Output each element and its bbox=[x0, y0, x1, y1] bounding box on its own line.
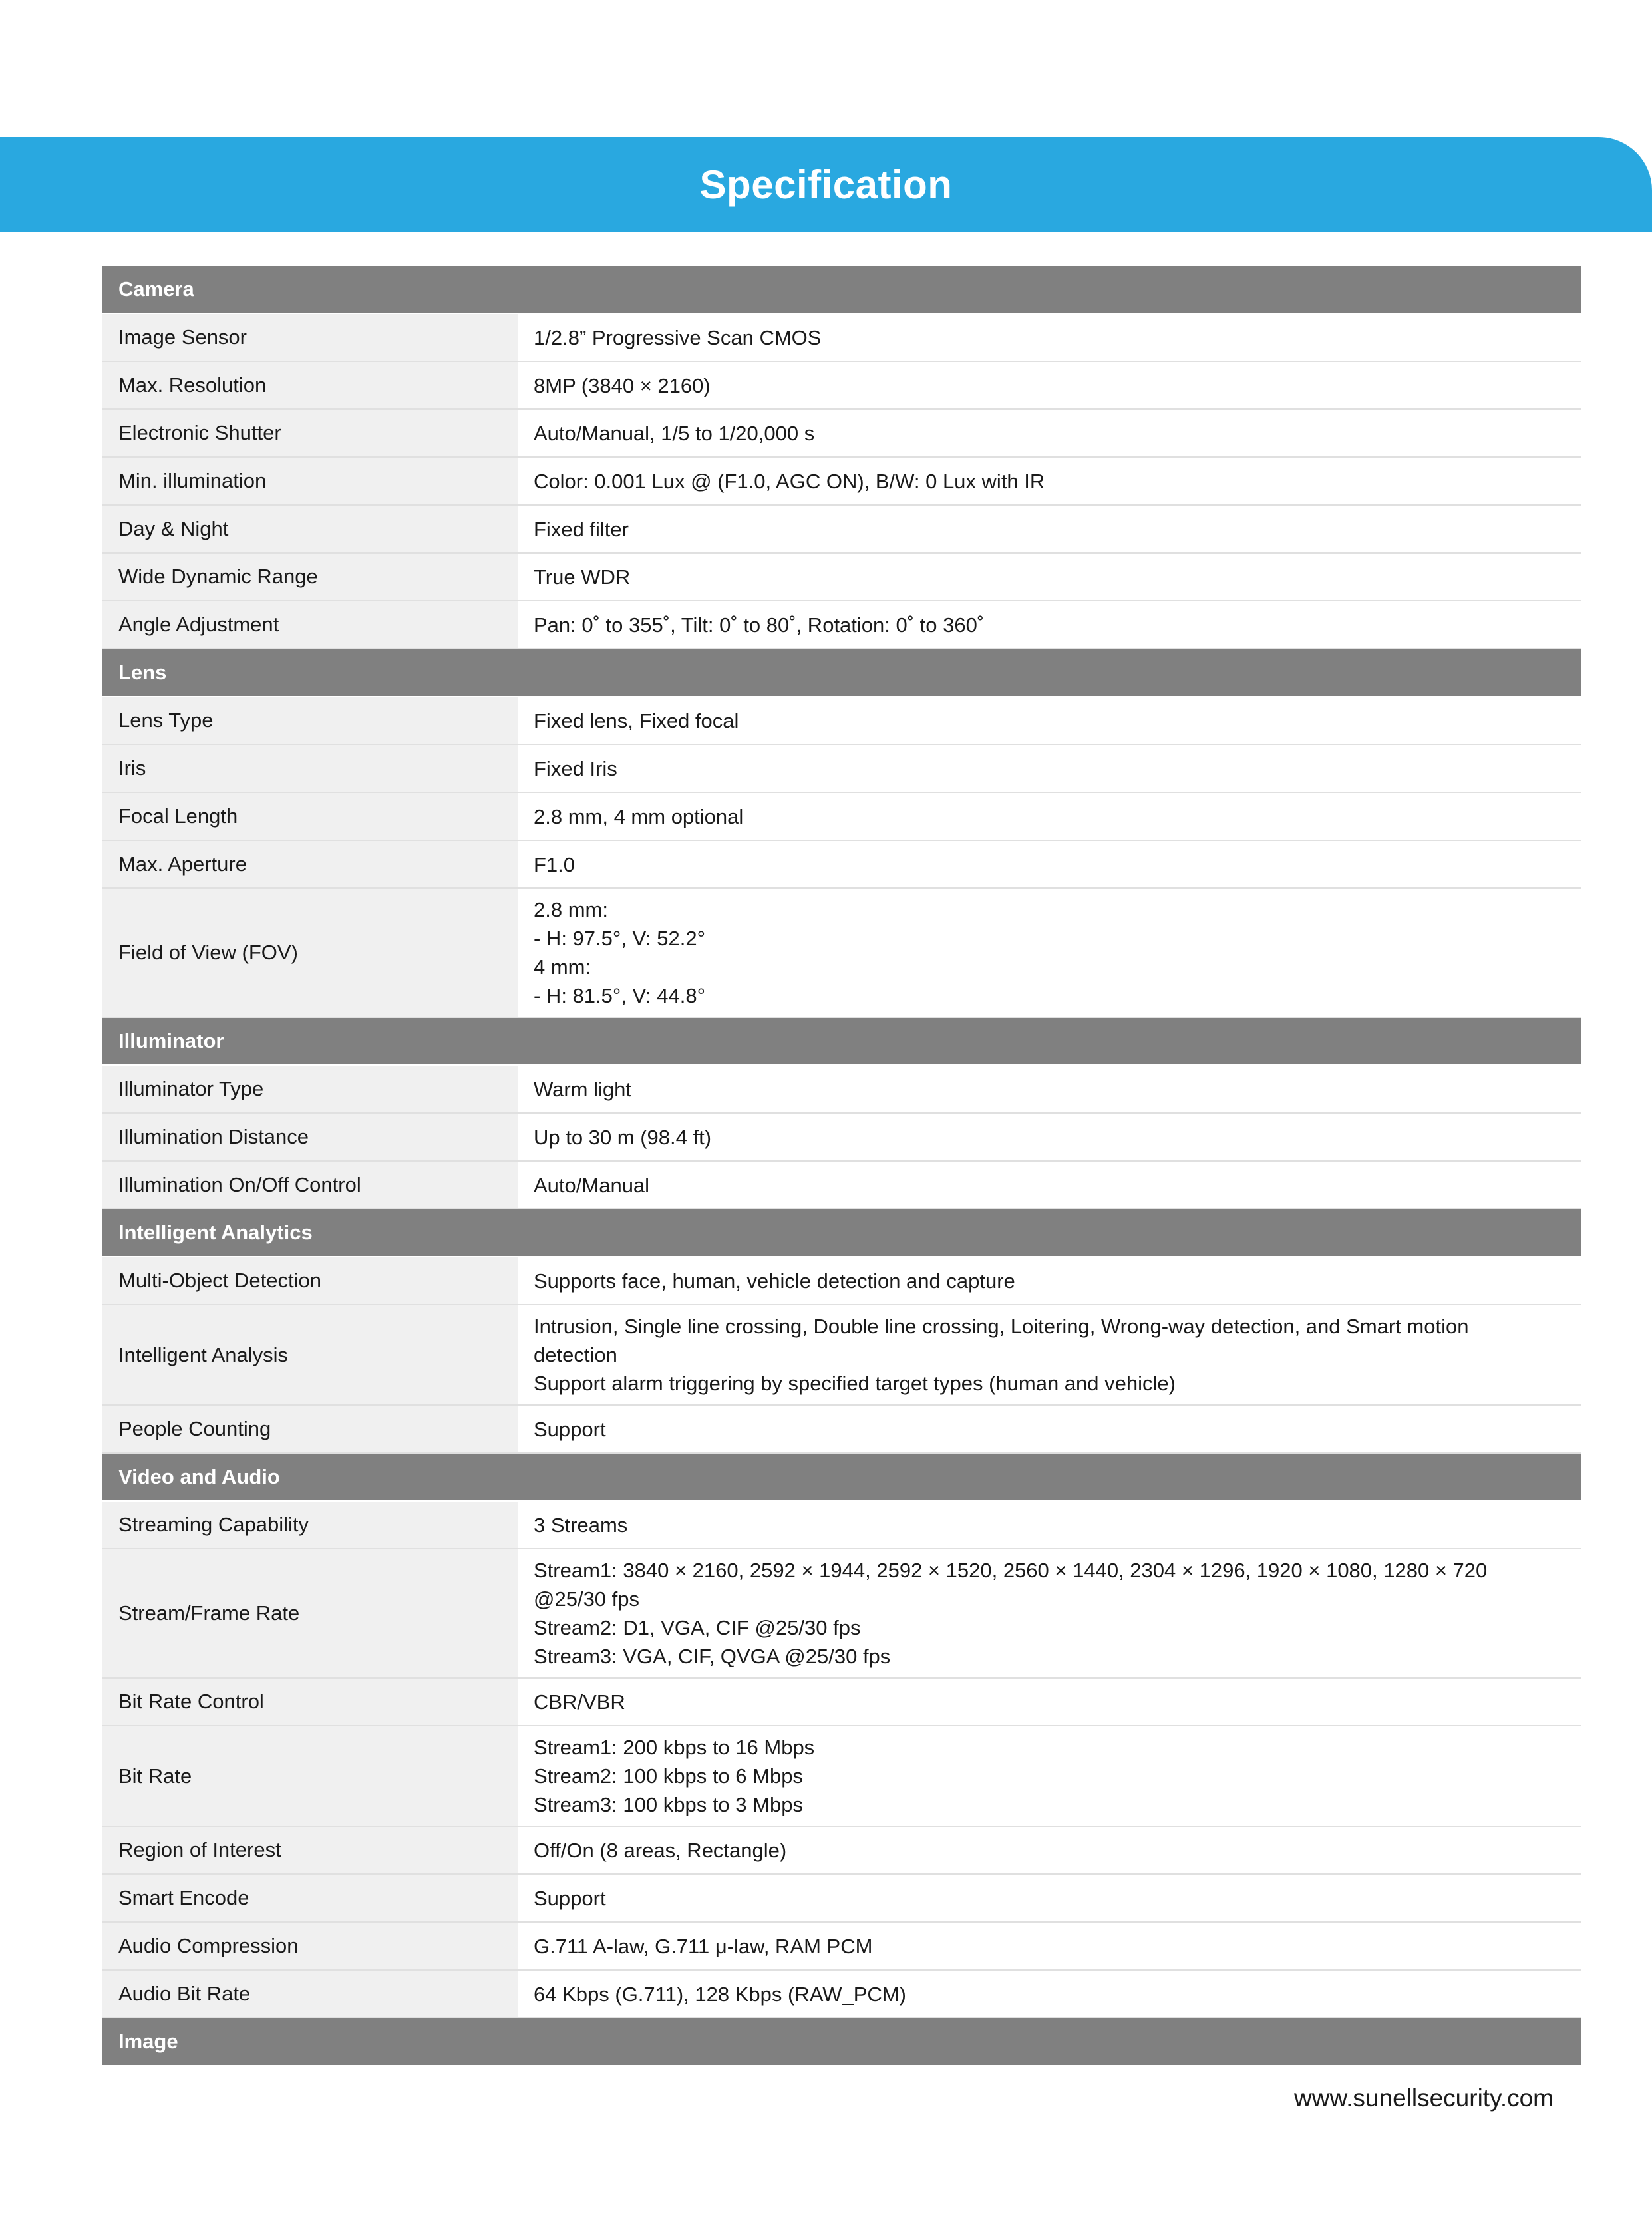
spec-value bbox=[519, 1066, 1581, 1112]
spec-row bbox=[102, 554, 1581, 601]
header-banner bbox=[0, 137, 1652, 232]
section-header-intelligent-analytics: Intelligent Analytics bbox=[102, 1209, 1581, 1257]
spec-label: Day & Night bbox=[102, 506, 519, 552]
page-title: Specification bbox=[699, 162, 953, 207]
spec-table bbox=[102, 266, 1581, 2066]
spec-label: Bit Rate Control bbox=[102, 1679, 519, 1725]
spec-value-line: @25/30 fps bbox=[534, 1587, 640, 1611]
spec-row bbox=[102, 1875, 1581, 1923]
spec-value-line: 4 mm: bbox=[534, 955, 591, 979]
spec-value bbox=[519, 1971, 1581, 2017]
spec-label: Angle Adjustment bbox=[102, 601, 519, 648]
spec-value-line: Color: 0.001 Lux @ (F1.0, AGC ON), B/W: 0 Lux with IR bbox=[534, 469, 1045, 493]
spec-label: Intelligent Analysis bbox=[102, 1305, 519, 1404]
spec-value bbox=[519, 1875, 1581, 1921]
spec-value-line: Support alarm triggering by specified target types (human and vehicle) bbox=[534, 1372, 1176, 1395]
spec-label: Max. Resolution bbox=[102, 362, 519, 408]
spec-label: Wide Dynamic Range bbox=[102, 554, 519, 600]
spec-row bbox=[102, 1066, 1581, 1114]
spec-label: Illumination Distance bbox=[102, 1114, 519, 1160]
spec-value bbox=[519, 362, 1581, 408]
spec-value-line: Stream2: D1, VGA, CIF @25/30 fps bbox=[534, 1616, 861, 1639]
spec-value-line: - H: 97.5°, V: 52.2° bbox=[534, 927, 705, 950]
spec-label: Illumination On/Off Control bbox=[102, 1162, 519, 1208]
spec-value bbox=[519, 697, 1581, 744]
section-header-image: Image bbox=[102, 2018, 1581, 2066]
spec-row bbox=[102, 1827, 1581, 1875]
spec-value bbox=[519, 314, 1581, 361]
spec-label: Image Sensor bbox=[102, 314, 519, 361]
spec-value bbox=[519, 1114, 1581, 1160]
spec-label: People Counting bbox=[102, 1406, 519, 1452]
spec-value bbox=[519, 1827, 1581, 1873]
spec-value bbox=[519, 1406, 1581, 1452]
spec-label: Audio Bit Rate bbox=[102, 1971, 519, 2017]
spec-label: Bit Rate bbox=[102, 1726, 519, 1826]
spec-label: Field of View (FOV) bbox=[102, 889, 519, 1017]
spec-value bbox=[519, 745, 1581, 792]
spec-value-line: Support bbox=[534, 1886, 606, 1910]
spec-value-line: Up to 30 m (98.4 ft) bbox=[534, 1125, 712, 1149]
spec-row bbox=[102, 314, 1581, 362]
spec-value-line: 1/2.8” Progressive Scan CMOS bbox=[534, 325, 822, 349]
spec-value-line: - H: 81.5°, V: 44.8° bbox=[534, 984, 705, 1007]
spec-value-line: Fixed lens, Fixed focal bbox=[534, 709, 739, 732]
spec-value-line: Auto/Manual, 1/5 to 1/20,000 s bbox=[534, 421, 815, 445]
spec-row bbox=[102, 362, 1581, 410]
spec-value-line: True WDR bbox=[534, 565, 631, 589]
spec-value bbox=[519, 1549, 1581, 1677]
spec-value bbox=[519, 1162, 1581, 1208]
spec-row bbox=[102, 1971, 1581, 2018]
spec-label: Electronic Shutter bbox=[102, 410, 519, 456]
spec-value bbox=[519, 506, 1581, 552]
spec-value-line: Off/On (8 areas, Rectangle) bbox=[534, 1838, 787, 1862]
spec-row bbox=[102, 1679, 1581, 1726]
spec-label: Max. Aperture bbox=[102, 841, 519, 887]
spec-value-line: Stream3: 100 kbps to 3 Mbps bbox=[534, 1793, 803, 1816]
spec-row bbox=[102, 697, 1581, 745]
spec-row bbox=[102, 1549, 1581, 1679]
spec-label: Region of Interest bbox=[102, 1827, 519, 1873]
spec-value bbox=[519, 554, 1581, 600]
spec-value-line: Stream2: 100 kbps to 6 Mbps bbox=[534, 1764, 803, 1788]
section-header-illuminator: Illuminator bbox=[102, 1018, 1581, 1066]
spec-row bbox=[102, 410, 1581, 458]
spec-value-line: detection bbox=[534, 1343, 617, 1366]
spec-label: Min. illumination bbox=[102, 458, 519, 504]
spec-row bbox=[102, 458, 1581, 506]
spec-value-line: Fixed Iris bbox=[534, 756, 617, 780]
spec-value-line: CBR/VBR bbox=[534, 1690, 625, 1714]
spec-row bbox=[102, 841, 1581, 889]
spec-value-line: Supports face, human, vehicle detection and capture bbox=[534, 1269, 1015, 1293]
spec-value bbox=[519, 889, 1581, 1017]
spec-value bbox=[519, 1305, 1581, 1404]
spec-row bbox=[102, 1257, 1581, 1305]
spec-row bbox=[102, 1726, 1581, 1827]
spec-label: Audio Compression bbox=[102, 1923, 519, 1969]
spec-value-line: Fixed filter bbox=[534, 517, 629, 541]
spec-row bbox=[102, 1162, 1581, 1209]
spec-value-line: Stream3: VGA, CIF, QVGA @25/30 fps bbox=[534, 1645, 891, 1668]
spec-row bbox=[102, 745, 1581, 793]
spec-row bbox=[102, 601, 1581, 649]
spec-label: Stream/Frame Rate bbox=[102, 1549, 519, 1677]
spec-value-line: 2.8 mm, 4 mm optional bbox=[534, 804, 744, 828]
footer-url: www.sunellsecurity.com bbox=[1294, 2084, 1554, 2112]
spec-value-line: Support bbox=[534, 1417, 606, 1441]
spec-value bbox=[519, 1679, 1581, 1725]
spec-value bbox=[519, 458, 1581, 504]
spec-row bbox=[102, 1114, 1581, 1162]
spec-label: Multi-Object Detection bbox=[102, 1257, 519, 1304]
spec-value-line: 8MP (3840 × 2160) bbox=[534, 373, 711, 397]
spec-value bbox=[519, 601, 1581, 648]
spec-label: Illuminator Type bbox=[102, 1066, 519, 1112]
spec-value bbox=[519, 793, 1581, 840]
spec-row bbox=[102, 506, 1581, 554]
spec-label: Iris bbox=[102, 745, 519, 792]
section-header-camera: Camera bbox=[102, 266, 1581, 314]
spec-row bbox=[102, 1406, 1581, 1454]
spec-value-line: Intrusion, Single line crossing, Double line crossing, Loitering, Wrong-way detection, and Smart motion bbox=[534, 1315, 1469, 1338]
spec-label: Focal Length bbox=[102, 793, 519, 840]
spec-row bbox=[102, 1923, 1581, 1971]
spec-row bbox=[102, 793, 1581, 841]
spec-value bbox=[519, 1502, 1581, 1548]
spec-value bbox=[519, 841, 1581, 887]
spec-value-line: F1.0 bbox=[534, 852, 576, 876]
spec-label: Smart Encode bbox=[102, 1875, 519, 1921]
section-header-video-and-audio: Video and Audio bbox=[102, 1454, 1581, 1502]
spec-label: Streaming Capability bbox=[102, 1502, 519, 1548]
spec-value bbox=[519, 1726, 1581, 1826]
spec-value-line: Pan: 0˚ to 355˚, Tilt: 0˚ to 80˚, Rotation: 0˚ to 360˚ bbox=[534, 613, 985, 637]
spec-value bbox=[519, 1923, 1581, 1969]
spec-row bbox=[102, 1305, 1581, 1406]
spec-value-line: Stream1: 200 kbps to 16 Mbps bbox=[534, 1736, 815, 1759]
spec-value-line: 3 Streams bbox=[534, 1513, 628, 1537]
section-header-lens: Lens bbox=[102, 649, 1581, 697]
spec-value-line: G.711 A-law, G.711 μ-law, RAM PCM bbox=[534, 1934, 873, 1958]
spec-value-line: Auto/Manual bbox=[534, 1173, 650, 1197]
spec-value bbox=[519, 1257, 1581, 1304]
spec-label: Lens Type bbox=[102, 697, 519, 744]
spec-value-line: Stream1: 3840 × 2160, 2592 × 1944, 2592 × 1520, 2560 × 1440, 2304 × 1296, 1920 × 1080, 1280 × 720 bbox=[534, 1559, 1488, 1582]
spec-row bbox=[102, 1502, 1581, 1549]
spec-value-line: 64 Kbps (G.711), 128 Kbps (RAW_PCM) bbox=[534, 1982, 906, 2006]
spec-row bbox=[102, 889, 1581, 1018]
spec-value-line: 2.8 mm: bbox=[534, 898, 608, 921]
spec-value bbox=[519, 410, 1581, 456]
spec-value-line: Warm light bbox=[534, 1077, 631, 1101]
